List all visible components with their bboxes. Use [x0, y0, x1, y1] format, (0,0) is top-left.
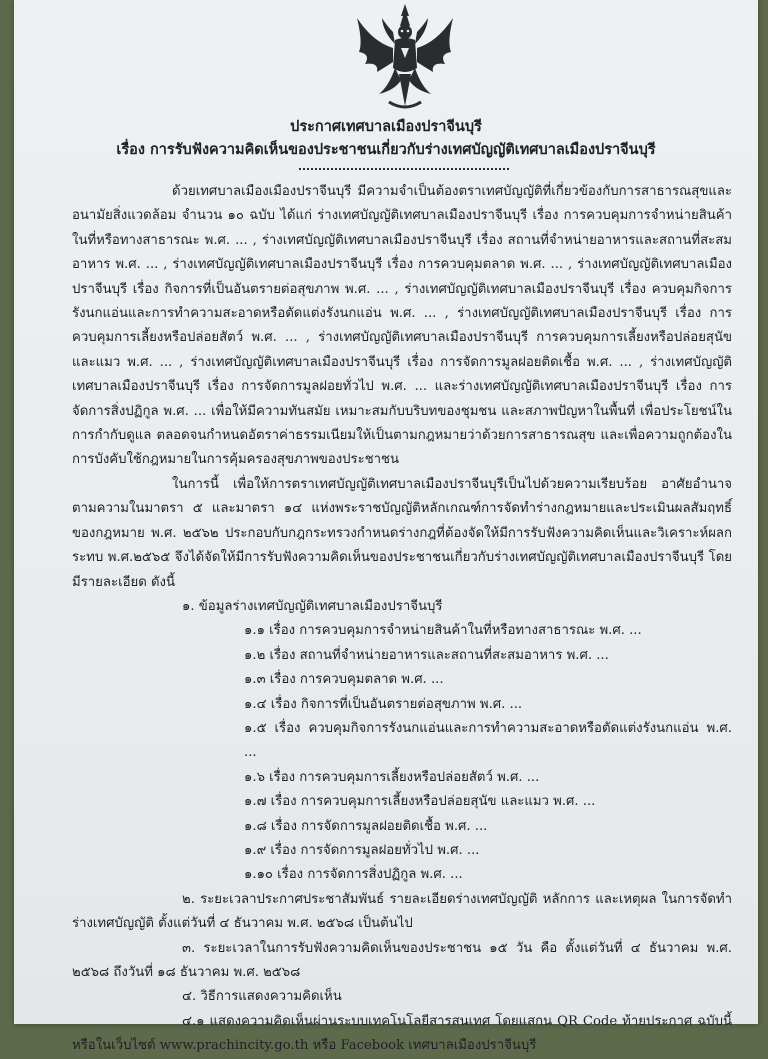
section-4-heading: ๔. วิธีการแสดงความคิดเห็น [182, 989, 342, 1005]
dotted-divider [299, 168, 509, 170]
list-item: ๑.๑ เรื่อง การควบคุมการจำหน่ายสินค้าในที่หรือทางสาธารณะ พ.ศ. ... [244, 623, 642, 639]
section-2-paragraph: ๒. ระยะเวลาประกาศประชาสัมพันธ์ รายละเอียดร่างเทศบัญญัติ หลักการ และเหตุผล ในการจัดทำร่างเทศบัญญัติ ตั้งแต่วันที่ ๔ ธันวาคม พ.ศ. ๒๕๖๘ เป็นต้นไป [72, 891, 732, 932]
list-item: ๑.๕ เรื่อง ควบคุมกิจการรังนกแอ่นและการทำความสะอาดหรือตัดแต่งรังนกแอ่น พ.ศ. ... [244, 720, 732, 761]
document-body [72, 180, 732, 1059]
authority-paragraph: ในการนี้ เพื่อให้การตราเทศบัญญัติเทศบาลเมืองปราจีนบุรีเป็นไปด้วยความเรียบร้อย อาศัยอำนาจตามความในมาตรา ๕ และมาตรา ๑๔ แห่งพระราชบัญญัติหลักเกณฑ์การจัดทำร่างกฎหมายและประเมินผลสัมฤทธิ์ของกฎหมาย พ.ศ. ๒๕๖๒ ประกอบกับกฎกระทรวงกำหนดร่างกฎที่ต้องจัดให้มีการรับฟังความคิดเห็นและวิเคราะห์ผลกระทบ พ.ศ.๒๕๖๕ จึงได้จัดให้มีการรับฟังความคิดเห็นของประชาชนเกี่ยวกับร่างเทศบัญญัติเทศบาลเมืองปราจีนบุรี โดยมีรายละเอียด ดังนี้ [72, 476, 732, 590]
list-item: ๑.๙ เรื่อง การจัดการมูลฝอยทั่วไป พ.ศ. ... [244, 842, 480, 858]
announcement-subject: เรื่อง การรับฟังความคิดเห็นของประชาชนเกี่ยวกับร่างเทศบัญญัติเทศบาลเมืองปราจีนบุรี [116, 141, 656, 158]
list-item: ๑.๗ เรื่อง การควบคุมการเลี้ยงหรือปล่อยสุนัข และแมว พ.ศ. ... [244, 794, 596, 810]
list-item: ๑.๓ เรื่อง การควบคุมตลาด พ.ศ. ... [244, 672, 444, 688]
list-item: ๑.๔ เรื่อง กิจการที่เป็นอันตรายต่อสุขภาพ พ.ศ. ... [244, 696, 523, 712]
document-page [14, 0, 758, 1054]
intro-paragraph: ด้วยเทศบาลเมืองเมืองปราจีนบุรี มีความจำเป็นต้องตราเทศบัญญัติที่เกี่ยวข้องกับการสาธารณสุขและอนามัยสิ่งแวดล้อม จำนวน ๑๐ ฉบับ ได้แก่ ร่างเทศบัญญัติเทศบาลเมืองปราจีนบุรี เรื่อง การควบคุมการจำหน่ายสินค้าในที่หรือทางสาธารณะ พ.ศ. ... , ร่างเทศบัญญัติเทศบาลเมืองปราจีนบุรี เรื่อง สถานที่จำหน่ายอาหารและสถานที่สะสมอาหาร พ.ศ. ... , ร่างเทศบัญญัติเทศบาลเมืองปราจีนบุรี เรื่อง การควบคุมตลาด พ.ศ. ... , ร่างเทศบัญญัติเทศบาลเมืองปราจีนบุรี เรื่อง กิจการที่เป็นอันตรายต่อสุขภาพ พ.ศ. ... , ร่างเทศบัญญัติเทศบาลเมืองปราจีนบุรี เรื่อง ควบคุมกิจการรังนกแอ่นและการทำความสะอาดหรือตัดแต่งรังนกแอ่น พ.ศ. ... , ร่างเทศบัญญัติเทศบาลเมืองปราจีนบุรี เรื่อง การควบคุมการเลี้ยงหรือปล่อยสัตว์ พ.ศ. ... , ร่างเทศบัญญัติเทศบาลเมืองปราจีนบุรี การควบคุมการเลี้ยงหรือปล่อยสุนัข และแมว พ.ศ. ... , ร่างเทศบัญญัติเทศบาลเมืองปราจีนบุรี เรื่อง การจัดการมูลฝอยติดเชื้อ พ.ศ. ... , ร่างเทศบัญญัติเทศบาลเมืองปราจีนบุรี เรื่อง การจัดการมูลฝอยทั่วไป พ.ศ. ... และร่างเทศบัญญัติเทศบาลเมืองปราจีนบุรี เรื่อง การจัดการสิ่งปฏิกูล พ.ศ. ... เพื่อให้มีความทันสมัย เหมาะสมกับบริบทของชุมชน และสภาพปัญหาในพื้นที่ เพื่อประโยชน์ในการกำกับดูแล ตลอดจนกำหนดอัตราค่าธรรมเนียมให้เป็นตามกฎหมายว่าด้วยการสาธารณสุข และเพื่อความถูกต้องในการบังคับใช้กฎหมายในการคุ้มครองสุขภาพของประชาชน [72, 184, 732, 468]
section-1-heading: ๑. ข้อมูลร่างเทศบัญญัติเทศบาลเมืองปราจีนบุรี [182, 598, 443, 614]
list-item: ๑.๑๐ เรื่อง การจัดการสิ่งปฏิกูล พ.ศ. ... [244, 867, 463, 883]
section-4-item-1: ๔.๑ แสดงความคิดเห็นผ่านระบบเทคโนโลยีสารสนเทศ โดยแสกน QR Code ท้ายประกาศ ฉบับนี้ หรือในเว็บไซต์ www.prachincity.go.th หรือ Facebook เทศบาลเมืองปราจีนบุรี [72, 1013, 732, 1054]
section-3-paragraph: ๓. ระยะเวลาในการรับฟังความคิดเห็นของประชาชน ๑๕ วัน คือ ตั้งแต่วันที่ ๔ ธันวาคม พ.ศ. ๒๕๖๘ ถึงวันที่ ๑๘ ธันวาคม พ.ศ. ๒๕๖๘ [72, 940, 732, 980]
list-item: ๑.๒ เรื่อง สถานที่จำหน่ายอาหารและสถานที่สะสมอาหาร พ.ศ. ... [244, 647, 609, 663]
list-item: ๑.๖ เรื่อง การควบคุมการเลี้ยงหรือปล่อยสัตว์ พ.ศ. ... [244, 769, 540, 785]
garuda-emblem-icon [349, 2, 461, 114]
announcement-title: ประกาศเทศบาลเมืองปราจีนบุรี [290, 118, 482, 135]
list-item: ๑.๘ เรื่อง การจัดการมูลฝอยติดเชื้อ พ.ศ. ... [244, 818, 488, 834]
